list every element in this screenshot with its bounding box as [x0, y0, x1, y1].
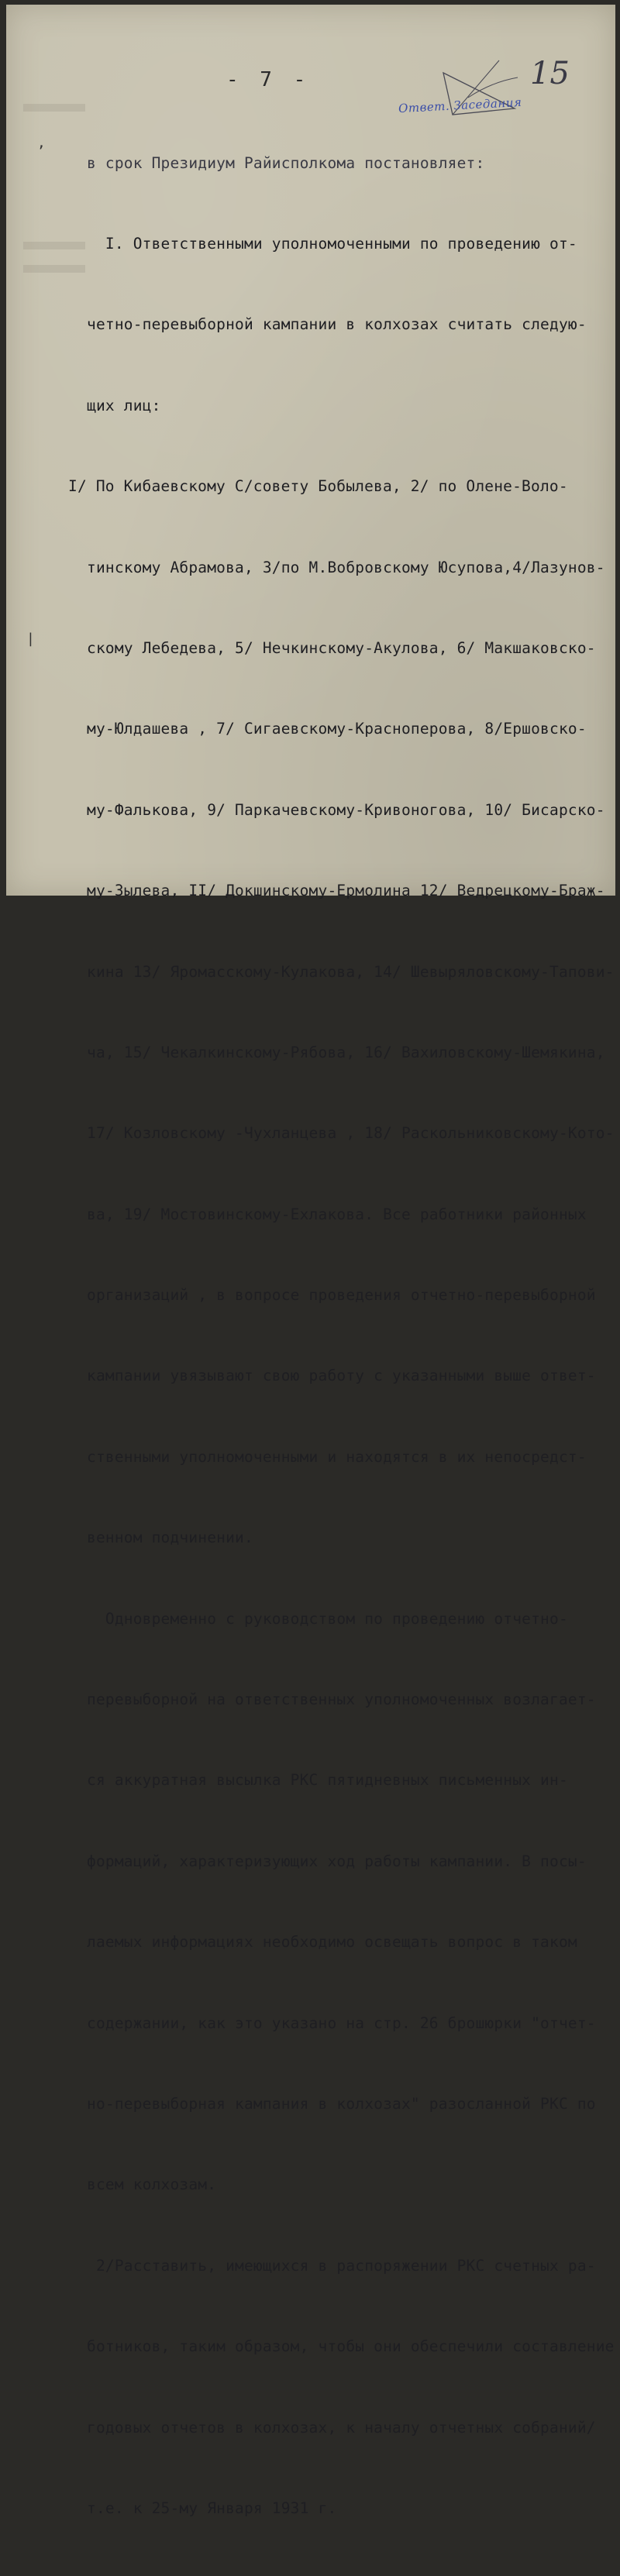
- text-line: I. Ответственными уполномоченными по проведению от-: [87, 234, 577, 253]
- text-line: ботников, таким образом, чтобы они обеспечили составление: [87, 2337, 615, 2356]
- text-line: ся аккуратная высылка РКС пятидневных письменных ин-: [87, 1771, 568, 1790]
- margin-mark: |: [26, 631, 35, 647]
- text-line: му-Юлдашева , 7/ Сигаевскому-Красноперова, 8/Ершовско-: [87, 720, 587, 738]
- svg-text:15: 15: [530, 56, 570, 91]
- text-line: скому Лебедева, 5/ Нечкинскому-Акулова, 6/ Макшаковско-: [87, 638, 596, 657]
- handwritten-note: Ответ. Заседания: [398, 95, 522, 116]
- text-line: ственными уполномоченными и находятся в их непосредст-: [87, 1447, 587, 1466]
- typed-text: [68, 96, 615, 2576]
- text-line: перевыборной на ответственных уполномоченных возлагает-: [87, 1690, 596, 1709]
- text-line: му-Фалькова, 9/ Паркачевскому-Кривоногова, 10/ Бисарско-: [87, 800, 605, 819]
- document-page: [6, 5, 615, 2517]
- text-line: I/ По Кибаевскому С/совету Бобылева, 2/ по Олене-Воло-: [68, 477, 568, 496]
- text-line: формаций, характеризующих ход работы кампании. В посы-: [87, 1852, 587, 1870]
- text-line: щих лиц:: [87, 396, 161, 414]
- bleed-through-mark: [23, 265, 85, 273]
- text-line: му-Зылева, II/ Докшинскому-Ермолина 12/ Ведрецкому-Браж-: [87, 882, 605, 900]
- text-line: организаций , в вопросе проведения отчетно-перевыборной: [87, 1286, 596, 1305]
- text-line: венном подчинении.: [87, 1529, 253, 1547]
- text-line: в срок Президиум Райисполкома постановляет:: [87, 153, 485, 172]
- text-line: 2/Расставить, имеющихся в распоряжении РКС счетных ра-: [87, 2256, 596, 2275]
- text-line: ва, 19/ Мостовинскому-Ехлакова. Все работники районных: [87, 1205, 587, 1223]
- text-line: четно-перевыборной кампании в колхозах считать следую-: [87, 315, 587, 334]
- text-line: т.е. к 25-му Января 1931 г.: [87, 2499, 337, 2517]
- text-line: всем колхозам.: [87, 2175, 217, 2194]
- text-line: годовых отчетов в колхозах, к началу отчетных собраний/: [87, 2418, 596, 2437]
- margin-mark: ,: [37, 135, 46, 151]
- text-line: ча, 15/ Чекалкинскому-Рябова, 16/ Вахиловскому-Шемякина,: [87, 1043, 605, 1061]
- text-line: 17/ Козловскому -Чухланцева , 18/ Раскольниковскому-Кото-: [87, 1124, 615, 1143]
- bleed-through-mark: [23, 242, 85, 249]
- text-line: кина 13/ Яромасскому-Кулакова, 14/ Шевыряловскому-Тапови-: [87, 962, 615, 981]
- text-line: Одновременно с руководством по проведению отчетно-: [87, 1609, 568, 1628]
- text-line: но-перевыборная кампания в колхозах" разосланной РКС по: [87, 2094, 596, 2113]
- bleed-through-mark: [23, 104, 85, 112]
- text-line: кампании увязывают свою работу с указанными выше ответ-: [87, 1367, 596, 1385]
- text-line: содержании, как это указано на стр. 26 брошюрки "отчет-: [87, 2014, 596, 2032]
- text-line: лаемых информациях необходимо освещать вопрос в таком: [87, 1933, 577, 1952]
- handwritten-page-number: [529, 50, 570, 96]
- page-number: - 7 -: [226, 68, 311, 91]
- text-line: тинскому Абрамова, 3/по М.Вобровскому Юсупова,4/Лазунов-: [87, 558, 605, 576]
